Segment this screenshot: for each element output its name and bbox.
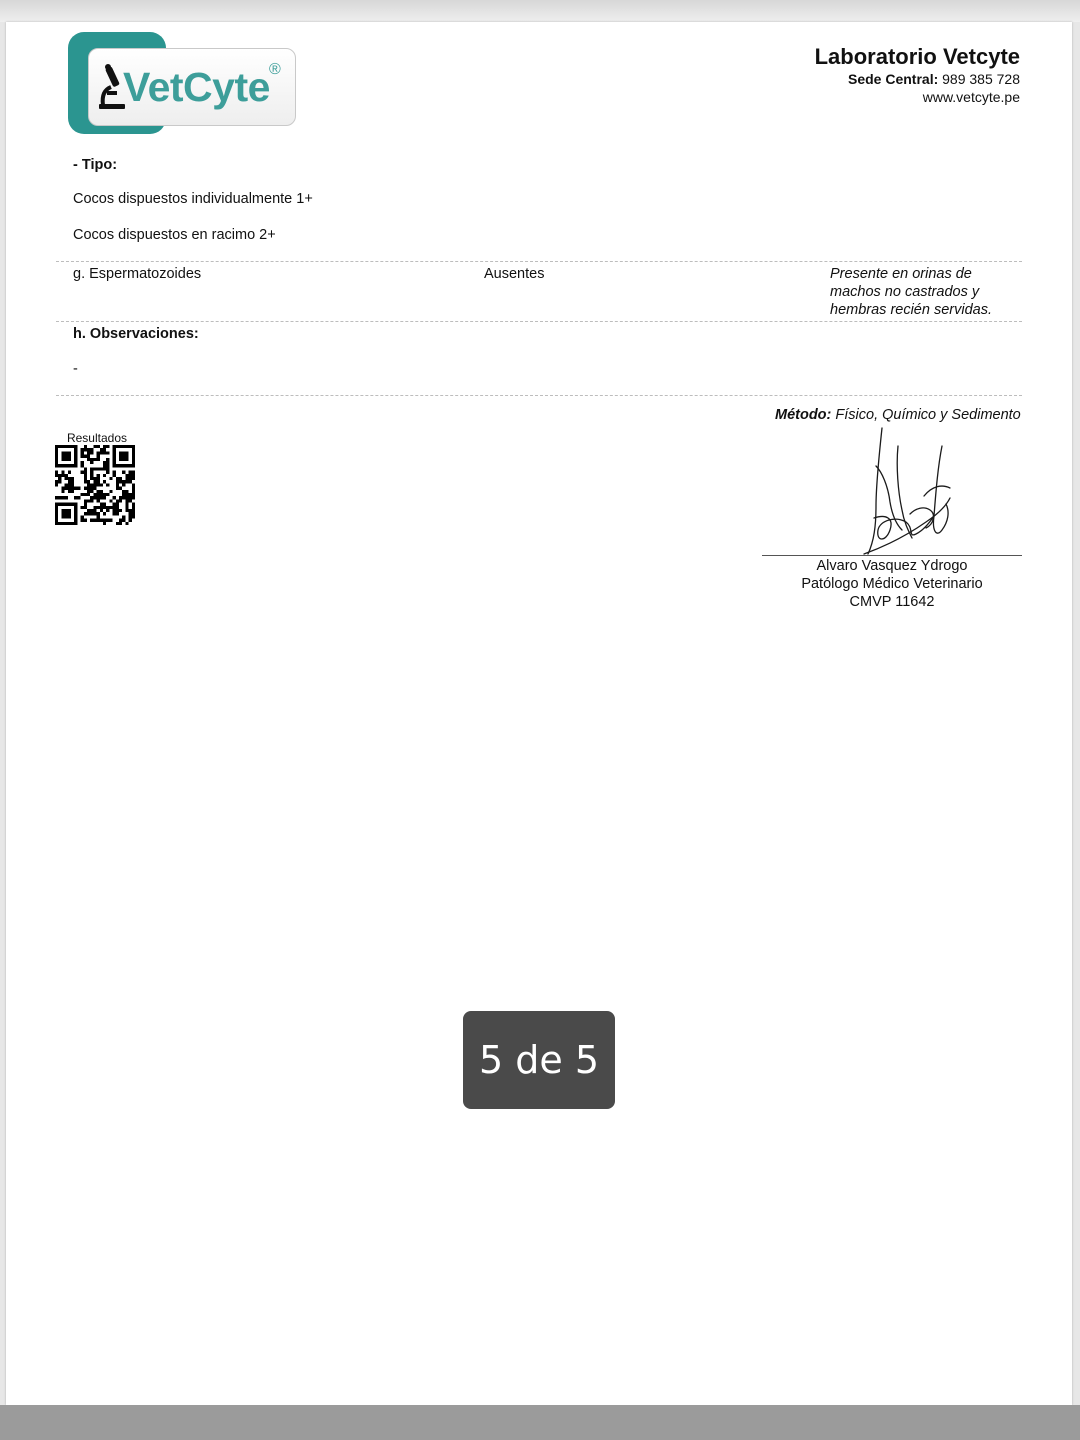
- vetcyte-logo: [68, 32, 298, 136]
- qr-code-icon[interactable]: [55, 445, 135, 525]
- bottom-toolbar: [0, 1405, 1080, 1440]
- lab-name: Laboratorio Vetcyte: [814, 44, 1020, 69]
- observaciones-value: -: [73, 361, 78, 377]
- tipo-item: Cocos dispuestos en racimo 2+: [73, 227, 276, 243]
- observaciones-label: h. Observaciones:: [73, 326, 199, 342]
- espermatozoides-label: g. Espermatozoides: [73, 266, 202, 282]
- registered-mark: ®: [269, 61, 281, 78]
- signer-name: Alvaro Vasquez Ydrogo: [816, 558, 968, 574]
- logo-badge: [88, 48, 296, 126]
- divider: [56, 321, 1022, 322]
- metodo-label: Método:: [775, 407, 832, 423]
- espermatozoides-reference: Presente en orinas de machos no castrados y hembras recién servidas.: [830, 266, 992, 318]
- signer-license: CMVP 11642: [849, 594, 935, 610]
- qr-label: Resultados: [66, 431, 128, 445]
- espermatozoides-value: Ausentes: [484, 266, 545, 282]
- metodo-value: Físico, Químico y Sedimento: [831, 407, 1021, 423]
- tipo-item: Cocos dispuestos individualmente 1+: [73, 191, 313, 207]
- sede-line: [815, 70, 1020, 88]
- lab-info: [815, 44, 1020, 106]
- signature-image: [846, 426, 956, 558]
- signer-block: [762, 557, 1022, 611]
- divider: [56, 261, 1022, 262]
- tipo-label: - Tipo:: [73, 157, 118, 173]
- metodo-line: [775, 406, 1021, 424]
- sede-label: Sede Central:: [848, 71, 939, 87]
- divider: [56, 395, 1022, 396]
- logo-wordmark: VetCyte: [123, 64, 270, 110]
- signer-title: Patólogo Médico Veterinario: [801, 576, 983, 592]
- document-page[interactable]: [6, 22, 1072, 1405]
- page-indicator: 5 de 5: [463, 1011, 615, 1109]
- website-link[interactable]: www.vetcyte.pe: [922, 89, 1020, 105]
- top-strip: [0, 0, 1080, 22]
- sede-phone: 989 385 728: [938, 71, 1020, 87]
- signature-line: [762, 555, 1022, 556]
